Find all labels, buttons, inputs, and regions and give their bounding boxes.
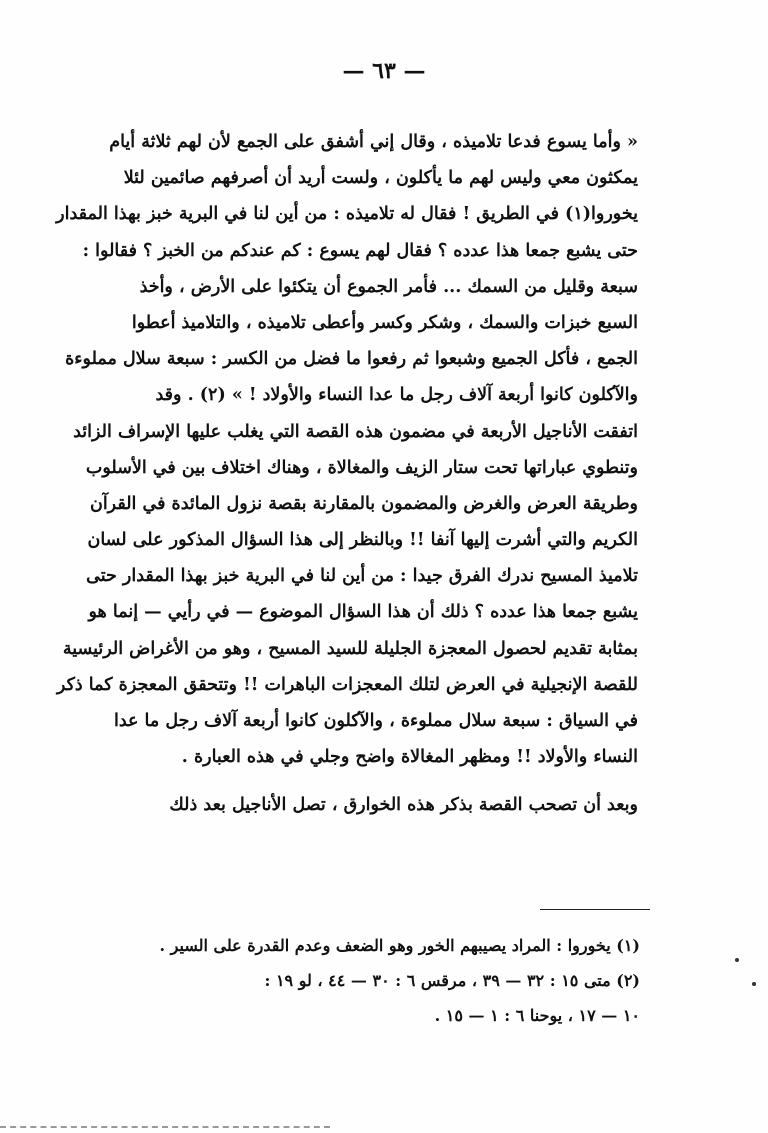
scan-speck bbox=[735, 958, 739, 962]
scan-edge bbox=[0, 1126, 330, 1128]
text-line: وطريقة العرض والغرض والمضمون بالمقارنة بقصة نزول المائدة في القرآن bbox=[89, 493, 638, 514]
text-line: النساء والأولاد !! ومظهر المغالاة واضح وجلي في هذه العبارة . bbox=[181, 747, 638, 768]
footnote-separator bbox=[540, 909, 650, 910]
page-number: — ٦٣ — bbox=[342, 58, 426, 84]
text-line: في السياق : سبعة سلال مملوءة ، والآكلون كانوا أربعة آلاف رجل ما عدا bbox=[113, 711, 638, 731]
footnote-line: ١٠ — ١٧ ، يوحنا ٦ : ١ — ١٥ . bbox=[434, 1006, 640, 1025]
text-line: يخوروا(١) في الطريق ! فقال له تلاميذه : من أين لنا في البرية خبز بهذا المقدار bbox=[56, 204, 638, 225]
footnotes bbox=[120, 928, 640, 1033]
text-line: اتفقت الأناجيل الأربعة في مضمون هذه القصة التي يغلب عليها الإسراف الزائد bbox=[73, 421, 638, 442]
text-line: للقصة الإنجيلية في العرض لتلك المعجزات الباهرات !! وتتحقق المعجزة كما ذكر bbox=[56, 674, 638, 695]
scan-speck bbox=[752, 982, 756, 986]
footnote-line: (٢) متى ١٥ : ٣٢ — ٣٩ ، مرقس ٦ : ٣٠ — ٤٤ ، لو ١٩ : bbox=[264, 971, 640, 990]
text-line: يمكثون معي وليس لهم ما يأكلون ، ولست أريد أن أصرفهم صائمين لئلا bbox=[123, 168, 638, 189]
text-line: السبع خبزات والسمك ، وشكر وكسر وأعطى تلاميذه ، والتلاميذ أعطوا bbox=[131, 312, 638, 333]
paragraph-gap bbox=[108, 775, 638, 787]
text-line: والآكلون كانوا أربعة آلاف رجل ما عدا النساء والأولاد ! » (٢) . وقد bbox=[155, 385, 638, 406]
text-line: تلاميذ المسيح ندرك الفرق جيدا : من أين لنا في البرية خبز بهذا المقدار حتى bbox=[86, 566, 638, 587]
body-text bbox=[56, 124, 638, 824]
text-line: يشبع جمعا هذا عدده ؟ ذلك أن هذا السؤال الموضوع — في رأيي — إنما هو bbox=[88, 602, 638, 623]
text-line: سبعة وقليل من السمك ... فأمر الجموع أن يتكئوا على الأرض ، وأخذ bbox=[139, 276, 638, 297]
text-line: بمثابة تقديم لحصول المعجزة الجليلة للسيد المسيح ، وهو من الأغراض الرئيسية bbox=[62, 638, 638, 659]
footnote-line: (١) يخوروا : المراد يصيبهم الخور وهو الضعف وعدم القدرة على السير . bbox=[159, 936, 640, 955]
text-line: « وأما يسوع فدعا تلاميذه ، وقال إني أشفق على الجمع لأن لهم ثلاثة أيام bbox=[109, 132, 638, 152]
closing-line: وبعد أن تصحب القصة بذكر هذه الخوارق ، تصل الأناجيل بعد ذلك bbox=[169, 795, 638, 816]
text-line: الكريم والتي أشرت إليها آنفا !! وبالنظر إلى هذا السؤال المذكور على لسان bbox=[87, 530, 638, 551]
text-line: وتنطوي عباراتها تحت ستار الزيف والمغالاة ، وهناك اختلاف بين في الأسلوب bbox=[85, 457, 638, 478]
text-line: الجمع ، فأكل الجميع وشبعوا ثم رفعوا ما فضل من الكسر : سبعة سلال مملوءة bbox=[65, 349, 638, 370]
text-line: حتى يشبع جمعا هذا عدده ؟ فقال لهم يسوع : كم عندكم من الخبز ؟ فقالوا : bbox=[82, 240, 638, 261]
